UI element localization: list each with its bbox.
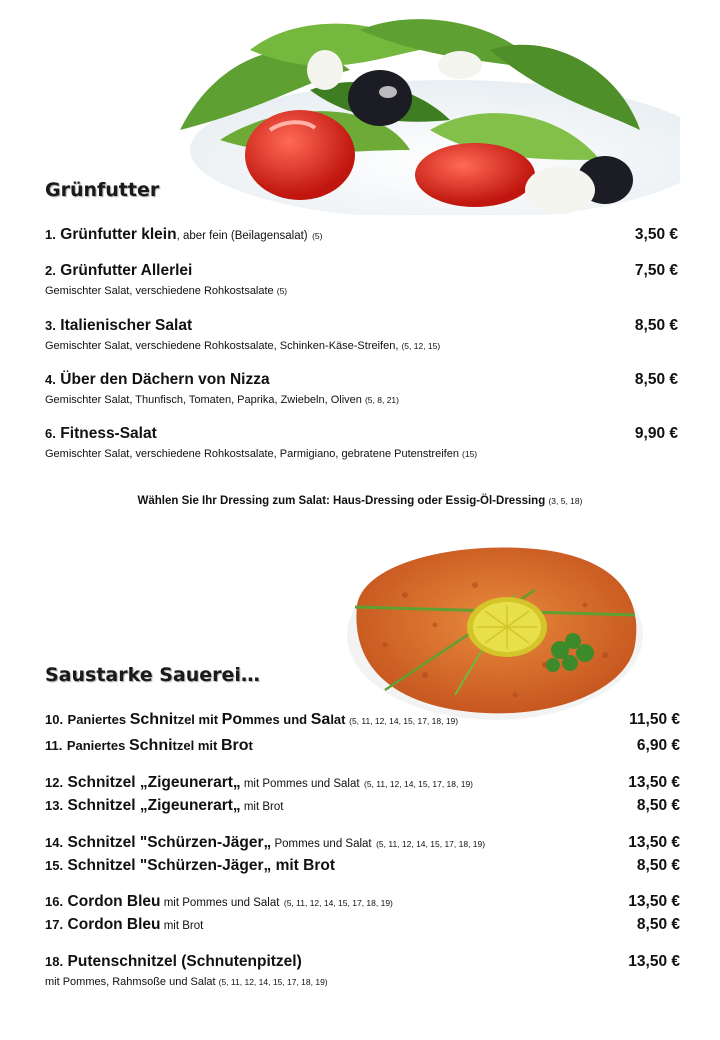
- item-name-part: Schni: [129, 711, 174, 728]
- allergen-codes: (5, 12, 15): [401, 341, 441, 351]
- item-name-part: lat: [330, 712, 350, 727]
- item-price: 7,50 €: [634, 262, 678, 279]
- description-text: Gemischter Salat, Thunfisch, Tomaten, Paprika, Zwiebeln, Oliven: [45, 394, 362, 406]
- item-name: Grünfutter klein: [60, 226, 177, 243]
- item-price: 13,50 €: [628, 774, 680, 791]
- menu-item: [45, 371, 678, 406]
- dressing-text: Wählen Sie Ihr Dressing zum Salat: Haus-Dressing oder Essig-Öl-Dressing: [137, 495, 546, 507]
- item-extra: mit Pommes und Salat: [160, 897, 280, 909]
- item-number: 1.: [45, 227, 56, 242]
- item-number: 18.: [45, 954, 64, 969]
- menu-item: [45, 953, 680, 988]
- item-price: 8,50 €: [636, 797, 680, 814]
- item-name: Schnitzel „Zigeunerart„: [67, 797, 241, 814]
- item-name-part: Sa: [310, 711, 331, 728]
- item-price: 13,50 €: [628, 953, 680, 970]
- allergen-codes: (5, 11, 12, 14, 15, 17, 18, 19): [364, 779, 474, 789]
- description-text: Gemischter Salat, verschiedene Rohkostsalate: [45, 285, 274, 297]
- item-name: Schnitzel "Schürzen-Jäger„ mit Brot: [67, 857, 335, 874]
- description-text: Gemischter Salat, verschiedene Rohkostsalate, Schinken-Käse-Streifen,: [45, 340, 399, 352]
- item-number: 14.: [45, 835, 64, 850]
- allergen-codes: (5): [276, 286, 288, 296]
- item-extra: mit Brot: [160, 920, 204, 932]
- item-name: Grünfutter Allerlei: [60, 262, 193, 279]
- item-name-part: tzel mit: [173, 712, 222, 727]
- item-number: 4.: [45, 372, 56, 387]
- item-description: [45, 394, 678, 406]
- item-name: Schnitzel "Schürzen-Jäger„: [67, 834, 272, 851]
- item-price: 8,50 €: [636, 857, 680, 874]
- item-price: 8,50 €: [634, 371, 678, 388]
- menu-item: [45, 916, 680, 938]
- item-name-part: mmes und: [242, 712, 311, 727]
- item-number: 16.: [45, 894, 64, 909]
- item-extra: mit Brot: [240, 801, 284, 813]
- menu-item: [45, 262, 678, 297]
- item-name: Über den Dächern von Nizza: [60, 371, 270, 388]
- item-name: Cordon Bleu: [67, 916, 161, 933]
- item-description: [45, 340, 678, 352]
- description-text: Gemischter Salat, verschiedene Rohkostsalate, Parmigiano, gebratene Putenstreifen: [45, 448, 459, 460]
- menu-item: [45, 834, 680, 856]
- menu-item: [45, 226, 678, 248]
- item-price: 13,50 €: [628, 893, 680, 910]
- item-number: 12.: [45, 775, 64, 790]
- menu-item: [45, 774, 680, 796]
- item-name-part: Schni: [128, 737, 173, 754]
- item-name: Fitness-Salat: [60, 425, 157, 442]
- item-number: 6.: [45, 426, 56, 441]
- dressing-note: [0, 495, 720, 507]
- description-text: mit Pommes, Rahmsoße und Salat: [45, 976, 216, 988]
- item-name-part: tzel mit: [172, 738, 221, 753]
- section-title-salad: Grünfutter: [45, 179, 160, 201]
- allergen-codes: (5, 11, 12, 14, 15, 17, 18, 19): [349, 716, 459, 726]
- item-name: Italienischer Salat: [60, 317, 193, 334]
- item-price: 13,50 €: [628, 834, 680, 851]
- menu-item: [45, 857, 680, 879]
- item-name: Schnitzel „Zigeunerart„: [67, 774, 241, 791]
- item-price: 6,90 €: [636, 737, 680, 754]
- item-name-part: Po: [221, 711, 243, 728]
- item-name-part: Bro: [220, 737, 249, 754]
- allergen-codes: (3, 5, 18): [548, 496, 583, 506]
- item-number: 11.: [45, 738, 63, 753]
- item-price: 9,90 €: [634, 425, 678, 442]
- item-description: [45, 285, 678, 297]
- item-number: 10.: [45, 712, 64, 727]
- section-title-schnitzel: Saustarke Sauerei…: [45, 664, 260, 686]
- item-name-part: Paniertes: [66, 738, 129, 753]
- allergen-codes: (5): [312, 231, 323, 241]
- salad-image: [160, 10, 680, 215]
- item-extra: Pommes und Salat: [271, 838, 372, 850]
- allergen-codes: (15): [462, 449, 478, 459]
- item-price: 11,50 €: [629, 711, 680, 728]
- item-price: 3,50 €: [634, 226, 678, 243]
- menu-item: [45, 893, 680, 915]
- item-name: Cordon Bleu: [67, 893, 161, 910]
- menu-item: [45, 425, 678, 460]
- item-extra: mit Pommes und Salat: [240, 778, 360, 790]
- item-name-part: Paniertes: [67, 712, 130, 727]
- menu-item: [45, 317, 678, 352]
- menu-item: [45, 737, 680, 759]
- item-name: Putenschnitzel (Schnutenpitzel): [67, 953, 302, 970]
- item-description: [45, 448, 678, 460]
- menu-item: [45, 797, 680, 819]
- item-number: 2.: [45, 263, 56, 278]
- item-description: [45, 976, 680, 988]
- allergen-codes: (5, 11, 12, 14, 15, 17, 18, 19): [283, 898, 393, 908]
- item-suffix: , aber fein (Beilagensalat): [176, 230, 308, 242]
- allergen-codes: (5, 11, 12, 14, 15, 17, 18, 19): [218, 977, 328, 987]
- item-number: 17.: [45, 917, 64, 932]
- allergen-codes: (5, 11, 12, 14, 15, 17, 18, 19): [376, 839, 486, 849]
- item-number: 3.: [45, 318, 56, 333]
- item-price: 8,50 €: [634, 317, 678, 334]
- schnitzel-image: [345, 535, 645, 725]
- allergen-codes: (5, 8, 21): [364, 395, 399, 405]
- item-price: 8,50 €: [636, 916, 680, 933]
- item-number: 15.: [45, 858, 64, 873]
- menu-item: [45, 711, 680, 733]
- item-name-part: t: [248, 738, 253, 753]
- item-number: 13.: [45, 798, 64, 813]
